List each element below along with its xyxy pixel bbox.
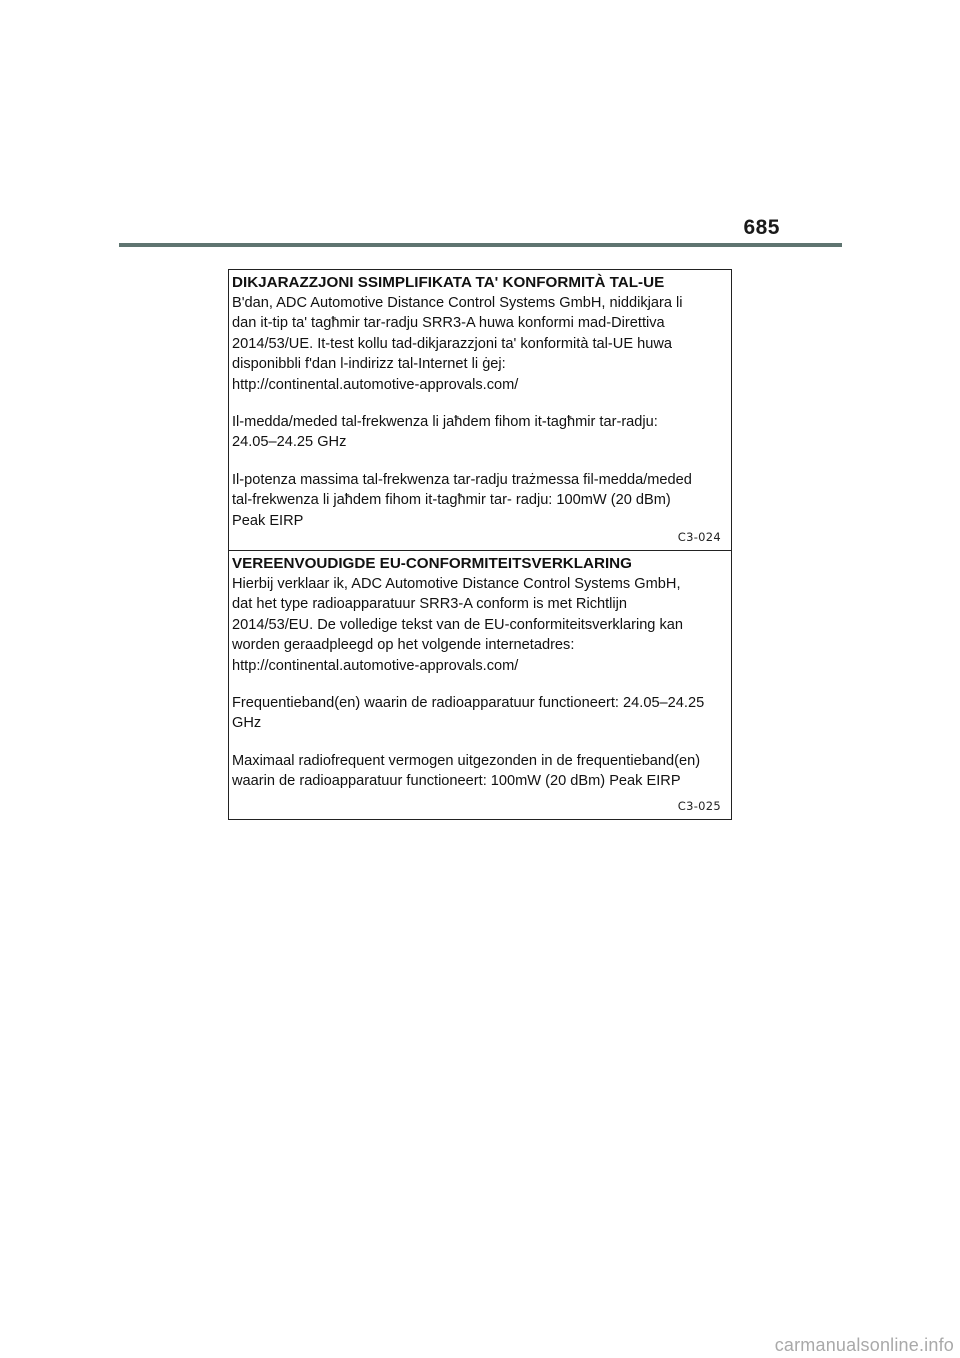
text-line: Il-medda/meded tal-frekwenza li jaħdem fihom it-tagħmir tar-radju: bbox=[232, 414, 658, 431]
frequency-paragraph bbox=[232, 412, 728, 453]
watermark: carmanualsonline.info bbox=[774, 1335, 954, 1355]
text-line: Maximaal radiofrequent vermogen uitgezonden in de frequentieband(en) bbox=[232, 752, 701, 769]
text-line: 2014/53/UE. It-test kollu tad-dikjarazzjoni ta' konformità tal-UE huwa bbox=[232, 335, 672, 352]
section-code: C3-024 bbox=[677, 530, 721, 544]
text-line: waarin de radioapparatuur functioneert: 100mW (20 dBm) Peak EIRP bbox=[232, 773, 681, 790]
declaration-section-dutch bbox=[229, 551, 731, 819]
frequency-paragraph bbox=[232, 693, 728, 734]
page-number: 685 bbox=[743, 216, 780, 239]
text-line: GHz bbox=[232, 715, 262, 732]
text-line: Il-potenza massima tal-frekwenza tar-radju trażmessa fil-medda/meded bbox=[232, 471, 692, 488]
section-heading: VEREENVOUDIGDE EU-CONFORMITEITSVERKLARING bbox=[232, 555, 632, 572]
declaration-paragraph bbox=[232, 574, 728, 676]
section-heading: DIKJARAZZJONI SSIMPLIFIKATA TA' KONFORMITÀ TAL-UE bbox=[232, 274, 665, 291]
text-line: Hierbij verklaar ik, ADC Automotive Distance Control Systems GmbH, bbox=[232, 576, 681, 592]
text-line: dat het type radioapparatuur SRR3-A conform is met Richtlijn bbox=[232, 596, 628, 613]
text-line: disponibbli f'dan l-indirizz tal-Internet li ġej: bbox=[232, 356, 506, 373]
text-line: tal-frekwenza li jaħdem fihom it-tagħmir tar- radju: 100mW (20 dBm) bbox=[232, 492, 671, 509]
declaration-panel bbox=[228, 269, 732, 820]
declaration-section-maltese bbox=[229, 270, 731, 551]
power-paragraph bbox=[232, 751, 728, 792]
text-line: Peak EIRP bbox=[232, 512, 304, 529]
text-line: B'dan, ADC Automotive Distance Control Systems GmbH, niddikjara li bbox=[232, 295, 683, 311]
url-text: http://continental.automotive-approvals.com/ bbox=[232, 657, 519, 674]
text-line: Frequentieband(en) waarin de radioapparatuur functioneert: 24.05–24.25 bbox=[232, 695, 705, 712]
text-line: 24.05–24.25 GHz bbox=[232, 434, 347, 451]
power-paragraph bbox=[232, 470, 728, 531]
declaration-paragraph bbox=[232, 293, 728, 395]
text-line: dan it-tip ta' tagħmir tar-radju SRR3-A huwa konformi mad-Direttiva bbox=[232, 315, 665, 332]
section-code: C3-025 bbox=[677, 799, 721, 813]
text-line: worden geraadpleegd op het volgende internetadres: bbox=[232, 637, 575, 654]
url-text: http://continental.automotive-approvals.com/ bbox=[232, 376, 519, 393]
header-rule bbox=[119, 243, 842, 247]
text-line: 2014/53/EU. De volledige tekst van de EU-conformiteitsverklaring kan bbox=[232, 616, 684, 633]
